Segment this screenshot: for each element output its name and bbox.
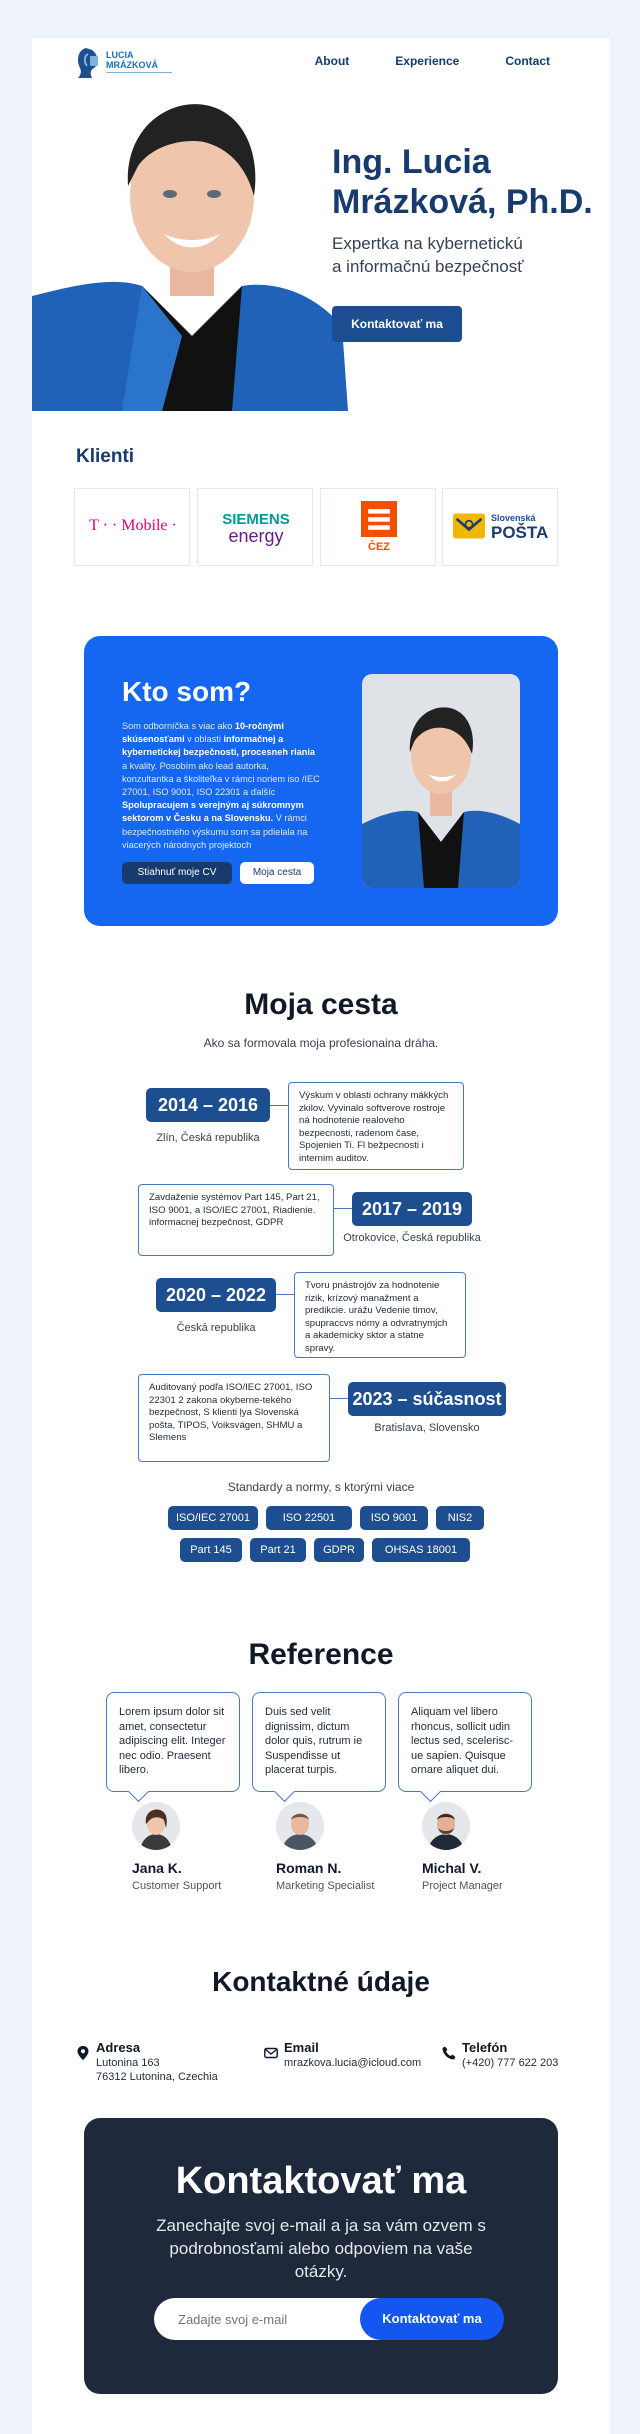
about-text-part: 10-ročnými skúsenosťami: [122, 721, 284, 745]
client-logo-slovenska-posta: [442, 488, 558, 566]
reference-quote-3: Aliquam vel libero rhoncus, sollicit udin lectus sed, scelerisc-ue sapien. Quisque ornare aliquet dui.: [398, 1692, 532, 1792]
cez-logo-icon: [361, 501, 397, 537]
journey-place-4: Bratislava, Slovensko: [374, 1422, 480, 1434]
cez-logo-text: ČEZ: [368, 541, 390, 553]
site-header: [32, 38, 610, 86]
hero-portrait-photo: [32, 86, 348, 411]
journey-year-4: 2023 – súčasnost: [348, 1382, 506, 1416]
about-text: [122, 720, 322, 852]
client-logo-cez: [320, 488, 436, 566]
journey-year-3: 2020 – 2022: [156, 1278, 276, 1312]
hero-subtitle: Expertka na kybernetickú a informačnú bezpečnosť: [332, 234, 524, 276]
nav-experience[interactable]: Experience: [395, 54, 460, 68]
journey-box-4: Auditovaný podľa ISO/IEC 27001, ISO 22301 2 zakona okyberne-tekého bezpečnost, S klienti ļya Slovenská pošta, TIPOS, Voiksvágen, SHMU a Slemens: [138, 1374, 330, 1462]
clients-title: Klienti: [76, 446, 135, 467]
about-text-part: v oblasti: [184, 734, 224, 745]
references-title: Reference: [248, 1638, 394, 1671]
journey-box-1: Výskum v oblasti ochrany mákkých zkilov. Vyvinalo softverove rostroje ná hodnotenie realoveho bezpecnosti, radenom čase, Spojenien Ti. Fl bežpecnosti i internim auditov.: [288, 1082, 464, 1170]
reference-name-2: Roman N.: [276, 1860, 342, 1876]
posta-logo-line2: POŠTA: [491, 523, 549, 542]
hero-name: Ing. Lucia Mrázková, Ph.D.: [332, 143, 593, 221]
main-nav: [315, 54, 550, 68]
journey-year-2: 2017 – 2019: [352, 1192, 472, 1226]
reference-avatar-2: [276, 1802, 324, 1850]
phone-icon: [442, 2046, 456, 2060]
about-portrait-photo: [362, 674, 520, 888]
about-text-part: informačnej a kybernetickej bezpečnosti, procesneh riania: [122, 734, 316, 758]
journey-title: Moja cesta: [244, 988, 398, 1021]
journey-connector-2: [334, 1208, 352, 1209]
standard-chip: NIS2: [436, 1506, 484, 1530]
siemens-logo-line1: SIEMENS: [222, 511, 290, 528]
about-text-part: a kvality. Posobím ako lead autorka, konzultantka a školiteľka v rámci noriem iso /IEC 27001, ISO 9001, ISO 22301 a ďalšíc: [122, 760, 320, 798]
page: [32, 38, 610, 2434]
siemens-logo-line2: energy: [228, 526, 284, 546]
nav-about[interactable]: About: [314, 54, 350, 68]
reference-name-1: Jana K.: [132, 1860, 182, 1876]
my-journey-button[interactable]: Moja cesta: [240, 862, 314, 884]
reference-avatar-3: [422, 1802, 470, 1850]
about-text-part: Som odborníčka s viac ako: [122, 721, 235, 731]
journey-connector-3: [276, 1294, 294, 1295]
about-title: Kto som?: [122, 676, 252, 707]
email-value[interactable]: mrazkova.lucia@icloud.com: [284, 2057, 422, 2069]
standard-chip: Part 145: [180, 1538, 242, 1562]
about-section: [84, 636, 558, 926]
cta-submit-button[interactable]: Kontaktovať ma: [360, 2298, 504, 2340]
contact-title: Kontaktné údaje: [212, 1966, 430, 1997]
journey-box-2: Zavdaženie systémov Part 145, Part 21, ISO 9001, a ISO/IEC 27001, Riadienie. informacnej bezpečnost, GDPR: [138, 1184, 334, 1256]
standard-chip: ISO 22501: [266, 1506, 352, 1530]
about-text-part: Spolupracujem s verejným aj súkromnym sektorom v Česku a na Slovensku.: [122, 800, 304, 824]
standard-chip: ISO/IEC 27001: [168, 1506, 258, 1530]
tmobile-logo-text: T · · Mobile ·: [89, 517, 177, 534]
standard-chip: Part 21: [250, 1538, 306, 1562]
journey-connector-4: [330, 1398, 348, 1399]
journey-place-2: Otrokovice, Česká republika: [343, 1232, 481, 1244]
posta-logo-icon: [453, 513, 485, 539]
download-cv-button[interactable]: Stiahnuť moje CV: [122, 862, 232, 884]
about-text-part: V rámci bezpečnostného výskumu som sa pdielala na viacerých národnych projektoch: [122, 813, 308, 850]
logo-text: LUCIA MRÁZKOVÁ: [106, 50, 158, 70]
journey-subtitle: Ako sa formovala moja profesionaina dráha.: [203, 1036, 439, 1050]
journey-place-3: Česká republika: [176, 1322, 256, 1334]
reference-quote-2: Duis sed velit dignissim, dictum dolor quis, rutrum ie Suspendisse ut placerat turpis.: [252, 1692, 386, 1792]
location-pin-icon: [76, 2046, 90, 2060]
mail-icon: [264, 2046, 278, 2060]
standard-chip: OHSAS 18001: [372, 1538, 470, 1562]
client-logo-tmobile: [74, 488, 190, 566]
address-label: Adresa: [96, 2040, 141, 2055]
phone-value[interactable]: (+420) 777 622 203: [462, 2057, 559, 2069]
client-logo-siemens-energy: [197, 488, 313, 566]
journey-place-1: Zlín, Česká republika: [156, 1132, 260, 1144]
email-label: Email: [284, 2040, 319, 2055]
standard-chip: GDPR: [314, 1538, 364, 1562]
cta-title: Kontaktovať ma: [175, 2160, 467, 2202]
phone-label: Telefón: [462, 2040, 508, 2055]
standard-chip: ISO 9001: [360, 1506, 428, 1530]
journey-box-3: Tvoru pnástrojóv za hodnotenie rizik, krízový manažment a predikcie. urážu Vedenie timov, spupraccvs nómy a odvratnymjch a akademicky sktor a statne spravy.: [294, 1272, 466, 1358]
journey-year-1: 2014 – 2016: [146, 1088, 270, 1122]
hero-section: [32, 86, 610, 411]
reference-role-3: Project Manager: [422, 1880, 503, 1892]
reference-avatar-1: [132, 1802, 180, 1850]
nav-contact[interactable]: Contact: [505, 54, 550, 68]
reference-quote-1: Lorem ipsum dolor sit amet, consectetur adipiscing elit. Integer nec odio. Praesent libero.: [106, 1692, 240, 1792]
contact-cta-section: [84, 2118, 558, 2394]
journey-connector-1: [270, 1105, 288, 1106]
standards-title: Standardy a normy, s ktorými viace: [227, 1480, 415, 1494]
logo-underline: [106, 72, 172, 73]
address-value: Lutonina 163 76312 Lutonina, Czechia: [96, 2057, 218, 2083]
reference-name-3: Michal V.: [422, 1860, 482, 1876]
cta-text: Zanechajte svoj e-mail a ja sa vám ozvem s podrobnosťami alebo odpoviem na vaše otázky.: [156, 2216, 486, 2281]
posta-logo-line1: Slovenská: [491, 513, 536, 523]
reference-role-1: Customer Support: [132, 1880, 222, 1892]
reference-role-2: Marketing Specialist: [276, 1880, 375, 1892]
hero-contact-button[interactable]: Kontaktovať ma: [332, 306, 462, 342]
